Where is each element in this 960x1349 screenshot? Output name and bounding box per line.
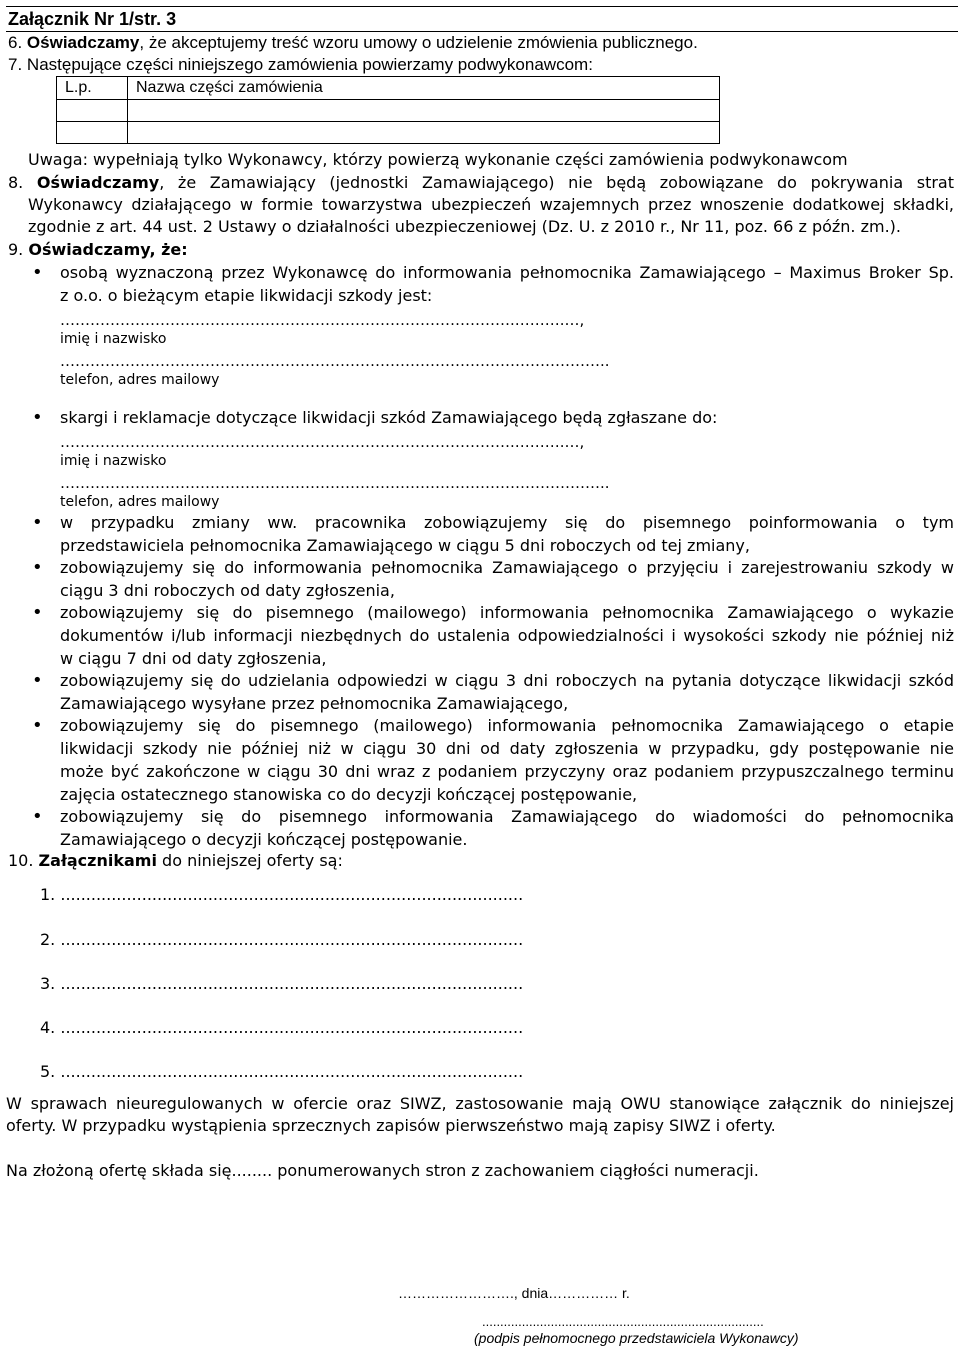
date-line: ……………………., dnia…………… r. xyxy=(398,1285,630,1301)
bullet-answers-l1: • zobowiązujemy się do udzielania odpowiedzi w ciągu 3 dni roboczych na pytania dotyczące likwidacji szkód xyxy=(60,670,954,692)
bullet-change-notice-l2: przedstawiciela pełnomocnika Zamawiającego w ciągu 5 dni roboczych od tej zmiany, xyxy=(60,536,750,555)
item-8-bold: Oświadczamy xyxy=(36,173,160,192)
pages-count-line: Na złożoną ofertę składa się........ ponumerowanych stron z zachowaniem ciągłości numeracji. xyxy=(6,1161,759,1180)
item-7-text: Następujące części niniejszego zamówienia powierzamy podwykonawcom: xyxy=(26,55,593,74)
table-cell xyxy=(57,122,128,144)
table-cell xyxy=(128,100,720,122)
item-9 xyxy=(8,239,948,261)
item-9-bold: Oświadczamy, że: xyxy=(28,240,188,259)
table-row xyxy=(57,100,720,122)
item-6-bold: Oświadczamy xyxy=(26,33,140,52)
bullet-documents-l1: • zobowiązujemy się do pisemnego (mailowego) informowania pełnomocnika Zamawiającego o wykazie xyxy=(60,602,954,624)
bullet-stage-l3: może być zakończone w ciągu 30 dni wraz z podaniem przyczyny oraz podaniem przypuszczalnego terminu xyxy=(60,762,954,781)
bullet-decision-l1: • zobowiązujemy się do pisemnego informowania Zamawiającego do wiadomości do pełnomocnika xyxy=(60,806,954,828)
contact-label-1: telefon, adres mailowy xyxy=(60,372,220,388)
item-8-line1 xyxy=(8,172,954,194)
item-9-number: 9. xyxy=(8,240,24,259)
item-8-line3: zgodnie z art. 44 ust. 2 Ustawy o działalności ubezpieczeniowej (Dz. U. z 2010 r., Nr 11, poz. 66 z późn. zm.). xyxy=(28,217,901,236)
subcontractor-table xyxy=(56,76,720,144)
bullet-complaints: • skargi i reklamacje dotyczące likwidacji szkód Zamawiającego będą zgłaszane do: xyxy=(60,407,954,429)
table-header-lp: L.p. xyxy=(57,77,128,100)
name-dots-1: ……………………………………………………………………………….……….…, xyxy=(60,311,585,329)
attachment-line-4: 4. ........................................................................................... xyxy=(40,1018,524,1037)
bullet-designated-person: • osobą wyznaczoną przez Wykonawcę do informowania pełnomocnika Zamawiającego – Maximus Broker Sp. xyxy=(60,262,954,284)
item-8-number: 8. xyxy=(8,173,24,192)
final-paragraph-l1: W sprawach nieuregulowanych w ofercie oraz SIWZ, zastosowanie mają OWU stanowiące załącznik do niniejszej xyxy=(6,1094,954,1113)
final-paragraph-l2: oferty. W przypadku wystąpienia sprzecznych zapisów pierwszeństwo mają zapisy SIWZ i oferty. xyxy=(6,1116,776,1135)
table-header-name: Nazwa części zamówienia xyxy=(128,77,720,100)
bullet-registration-l1: • zobowiązujemy się do informowania pełnomocnika Zamawiającego o przyjęciu i zarejestrowaniu szkody w xyxy=(60,557,954,579)
attachment-line-2: 2. ........................................................................................... xyxy=(40,930,524,949)
table-row xyxy=(57,122,720,144)
name-dots-2: ……………………………………………………………………………….……….…, xyxy=(60,433,585,451)
table-cell xyxy=(128,122,720,144)
attachment-line-5: 5. ........................................................................................... xyxy=(40,1062,524,1081)
contact-dots-2: ……………………………………………………………………………………………….. xyxy=(60,474,610,492)
signature-dots: .............................................................................. xyxy=(482,1314,764,1329)
item-10 xyxy=(8,850,948,872)
table-header-row xyxy=(57,77,720,100)
bullet-designated-person-cont: z o.o. o bieżącym etapie likwidacji szkody jest: xyxy=(60,286,433,305)
bullet-change-notice-l1: • w przypadku zmiany ww. pracownika zobowiązujemy się do pisemnego poinformowania o tym xyxy=(60,512,954,534)
page-header: Załącznik Nr 1/str. 3 xyxy=(6,6,958,32)
item-7 xyxy=(8,54,948,76)
bullet-decision-l2: Zamawiającego o decyzji kończącej postępowanie. xyxy=(60,830,468,849)
uwaga-note: Uwaga: wypełniają tylko Wykonawcy, którzy powierzą wykonanie części zamówienia podwykonawcom xyxy=(28,150,848,169)
contact-label-2: telefon, adres mailowy xyxy=(60,494,220,510)
item-6 xyxy=(8,32,948,54)
bullet-stage-l1: • zobowiązujemy się do pisemnego (mailowego) informowania pełnomocnika Zamawiającego o etapie xyxy=(60,715,954,737)
bullet-answers-l2: Zamawiającego wysyłane przez pełnomocnika Zamawiającego, xyxy=(60,694,569,713)
item-6-text: , że akceptujemy treść wzoru umowy o udzielenie zmówienia publicznego. xyxy=(139,33,698,52)
bullet-registration-l2: ciągu 3 dni roboczych od daty zgłoszenia, xyxy=(60,581,395,600)
bullet-stage-l4: zajęcia ostatecznego stanowiska co do decyzji kończącej postępowanie, xyxy=(60,785,638,804)
contact-dots-1: ……………………………………………………………………………………………….. xyxy=(60,352,610,370)
item-7-number: 7. xyxy=(8,55,23,74)
signature-label: (podpis pełnomocnego przedstawiciela Wykonawcy) xyxy=(474,1330,799,1346)
bullet-documents-l2: dokumentów i/lub informacji niezbędnych do ustalenia odpowiedzialności i wysokości szkody nie później niż xyxy=(60,626,954,645)
name-label-2: imię i nazwisko xyxy=(60,453,167,469)
item-10-bold: Załącznikami xyxy=(38,851,157,870)
bullet-stage-l2: likwidacji szkody nie później niż w ciągu 30 dni od daty zgłoszenia w przypadku, gdy postępowanie nie xyxy=(60,739,954,758)
attachment-line-1: 1. ........................................................................................... xyxy=(40,885,524,904)
item-8-line2: Wykonawcy działającego w formie towarzystwa ubezpieczeń wzajemnych przez wnoszenie dodatkowej składki, xyxy=(28,195,954,214)
item-10-text: do niniejszej oferty są: xyxy=(156,851,343,870)
item-8-text: , że Zamawiający (jednostki Zamawiającego) nie będą zobowiązane do pokrywania strat xyxy=(159,173,955,192)
name-label-1: imię i nazwisko xyxy=(60,331,167,347)
item-6-number: 6. xyxy=(8,33,23,52)
attachment-line-3: 3. ........................................................................................... xyxy=(40,974,524,993)
item-10-number: 10. xyxy=(8,851,34,870)
table-cell xyxy=(57,100,128,122)
bullet-documents-l3: w ciągu 7 dni od daty zgłoszenia, xyxy=(60,649,327,668)
